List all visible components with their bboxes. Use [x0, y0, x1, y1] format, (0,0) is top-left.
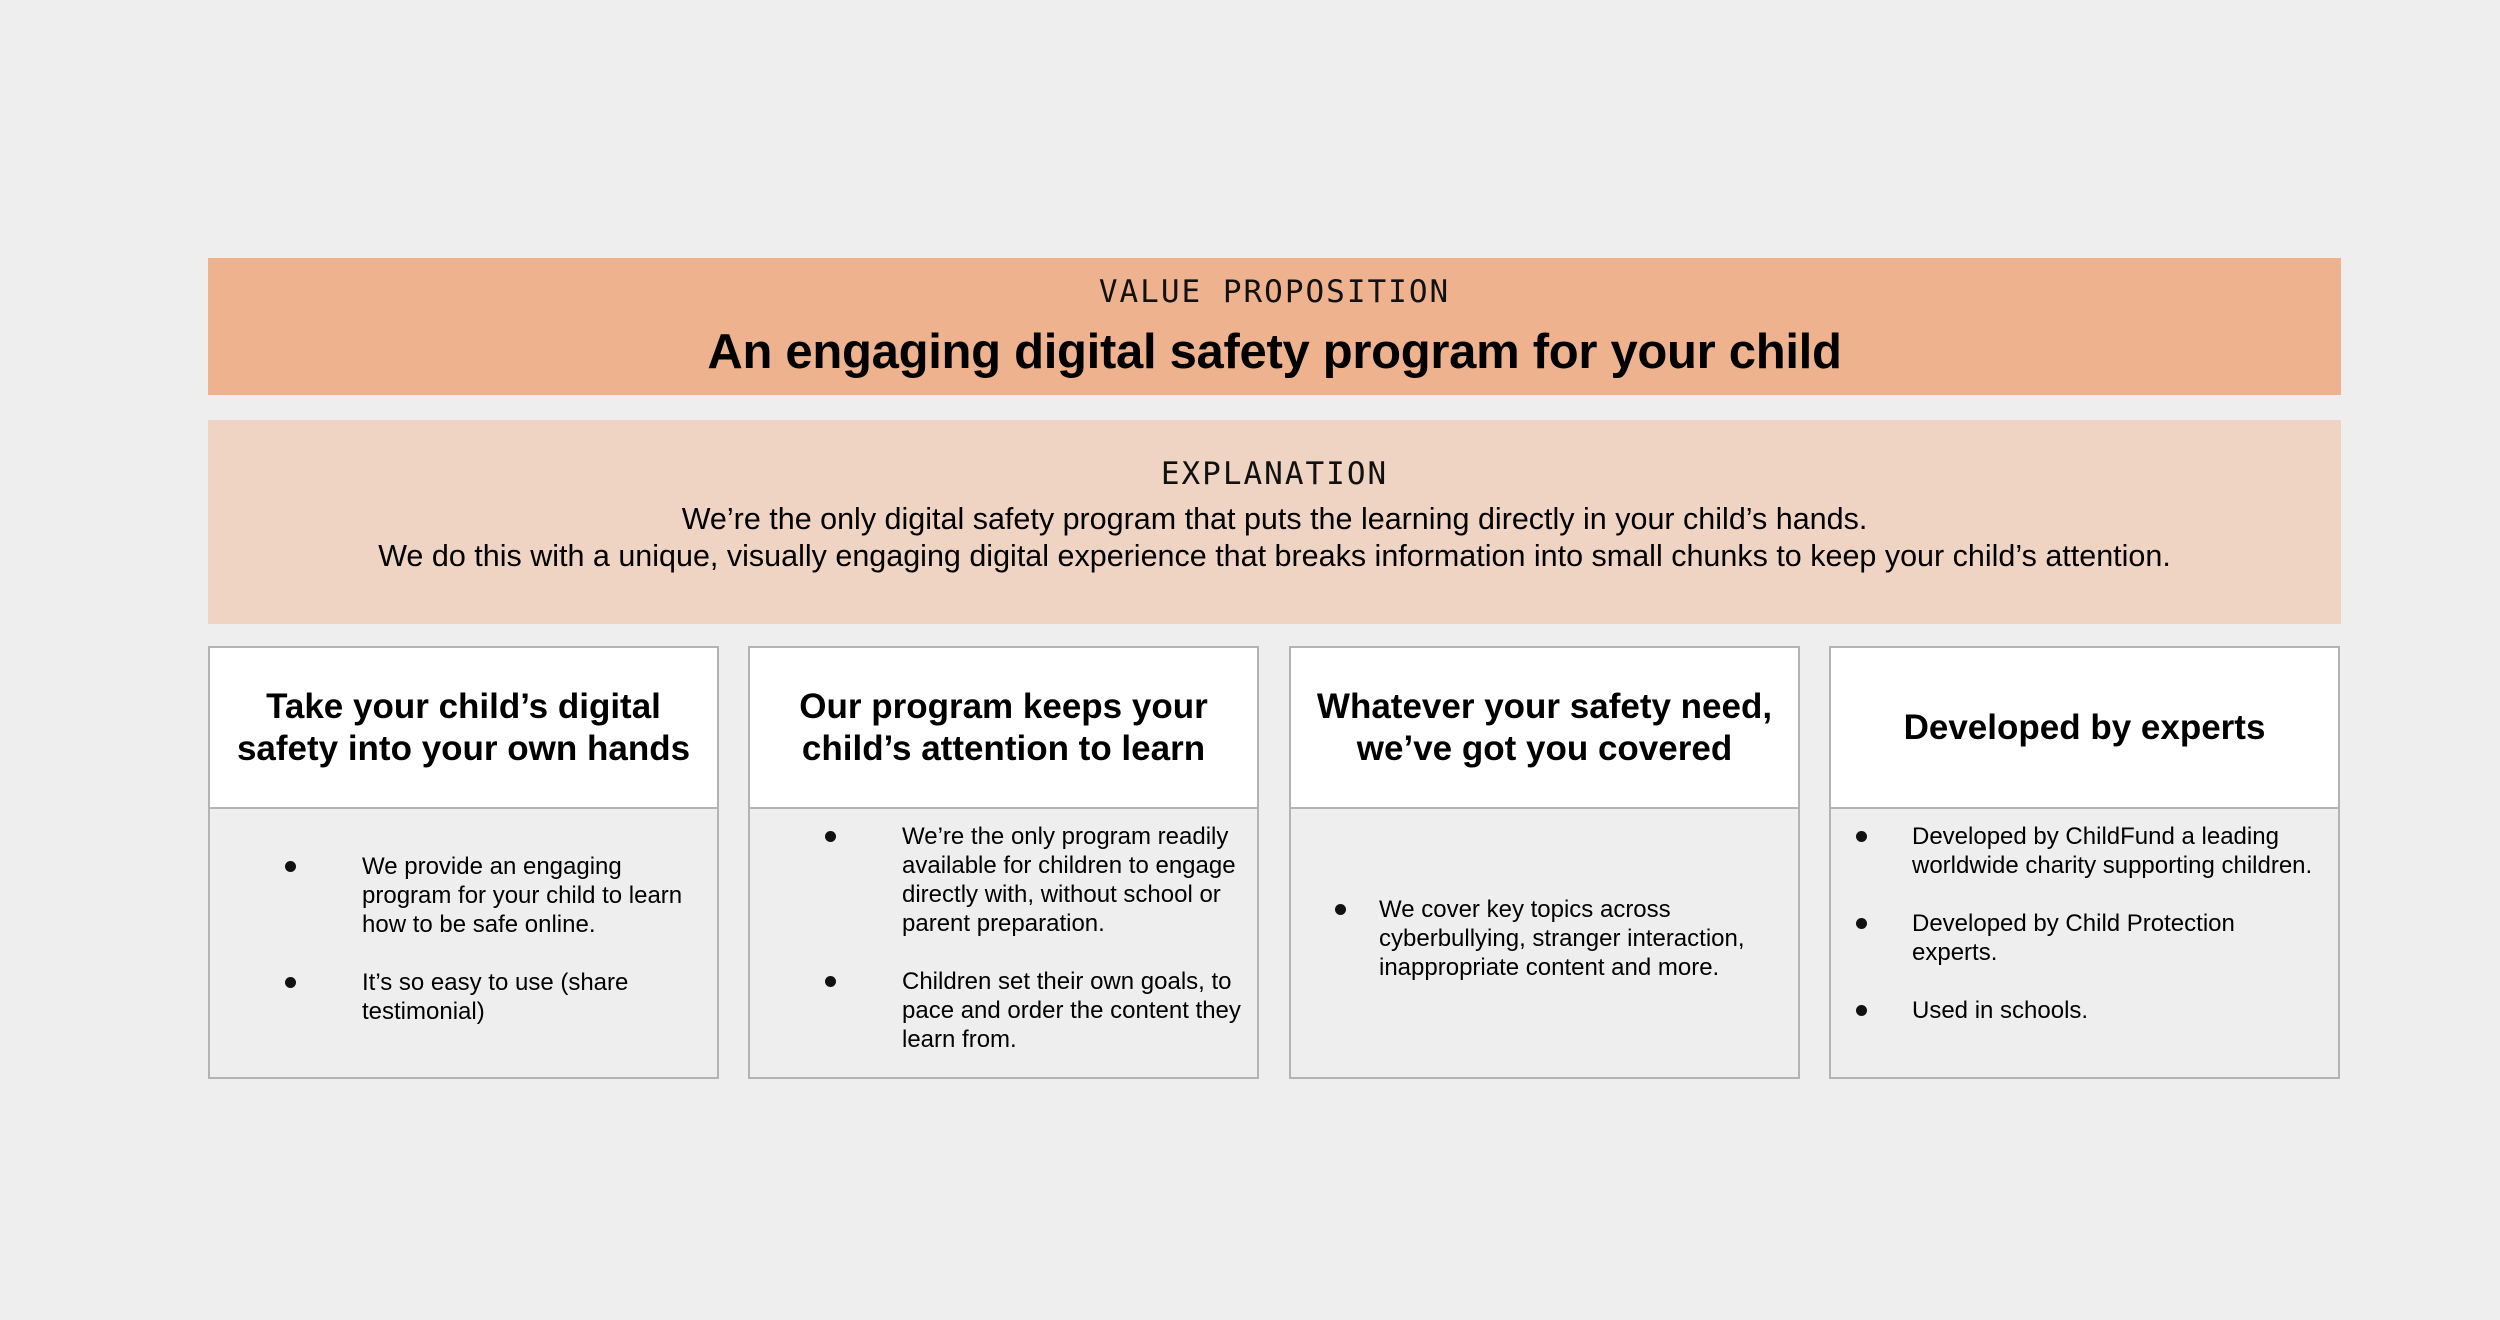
list-item-text: It’s so easy to use (share testimonial) [362, 969, 629, 1025]
list-item-text: We provide an engaging program for your child to learn how to be safe online. [362, 853, 683, 938]
explanation-text [208, 501, 2341, 575]
list-item [1379, 895, 1786, 982]
bullet-icon [1335, 904, 1346, 915]
explanation-line: We do this with a unique, visually engaging digital experience that breaks information into small chunks to keep your child’s attention. [378, 539, 2171, 573]
benefit-card-coverage [1289, 646, 1800, 1079]
explanation-eyebrow: EXPLANATION [1160, 456, 1389, 492]
benefit-card-hands [208, 646, 719, 1079]
page-title: An engaging digital safety program for your child [707, 325, 1842, 379]
card-title: Whatever your safety need, we’ve got you covered [1316, 686, 1773, 768]
value-proposition-banner [208, 258, 2341, 395]
benefit-card-experts [1829, 646, 2340, 1079]
list-item-text: We cover key topics across cyberbullying, stranger interaction, inappropriate content and more. [1379, 896, 1745, 981]
card-header [210, 648, 717, 809]
card-body [1291, 809, 1798, 1077]
list-item-text: Children set their own goals, to pace and order the content they learn from. [902, 968, 1241, 1053]
list-item-text: Used in schools. [1912, 997, 2089, 1024]
card-body [750, 809, 1257, 1077]
list-item [1912, 996, 2326, 1025]
list-item [902, 822, 1245, 938]
bullet-icon [1856, 918, 1867, 929]
bullet-list [1912, 822, 2326, 1025]
bullet-list [1379, 895, 1786, 982]
card-body [210, 809, 717, 1077]
bullet-icon [285, 861, 296, 872]
bullet-list [362, 852, 705, 1026]
bullet-icon [1856, 831, 1867, 842]
bullet-icon [825, 976, 836, 987]
list-item-text: We’re the only program readily available for children to engage directly with, without school or parent preparation. [902, 823, 1236, 937]
value-proposition-eyebrow: VALUE PROPOSITION [1098, 274, 1451, 310]
bullet-list [902, 822, 1245, 1054]
card-body [1831, 809, 2338, 1077]
bullet-icon [825, 831, 836, 842]
bullet-icon [1856, 1005, 1867, 1016]
explanation-line: We’re the only digital safety program that puts the learning directly in your child’s hands. [681, 502, 1868, 536]
benefit-card-attention [748, 646, 1259, 1079]
card-header [1831, 648, 2338, 809]
explanation-panel [208, 420, 2341, 624]
card-header [750, 648, 1257, 809]
card-header [1291, 648, 1798, 809]
list-item-text: Developed by ChildFund a leading worldwide charity supporting children. [1912, 823, 2313, 879]
card-title: Developed by experts [1903, 707, 2266, 747]
bullet-icon [285, 977, 296, 988]
list-item [362, 852, 705, 939]
list-item [362, 968, 705, 1026]
card-title: Our program keeps your child’s attention to learn [799, 686, 1208, 768]
list-item [902, 967, 1245, 1054]
list-item [1912, 822, 2326, 880]
list-item-text: Developed by Child Protection experts. [1912, 910, 2235, 966]
card-title: Take your child’s digital safety into your own hands [236, 686, 691, 768]
list-item [1912, 909, 2326, 967]
